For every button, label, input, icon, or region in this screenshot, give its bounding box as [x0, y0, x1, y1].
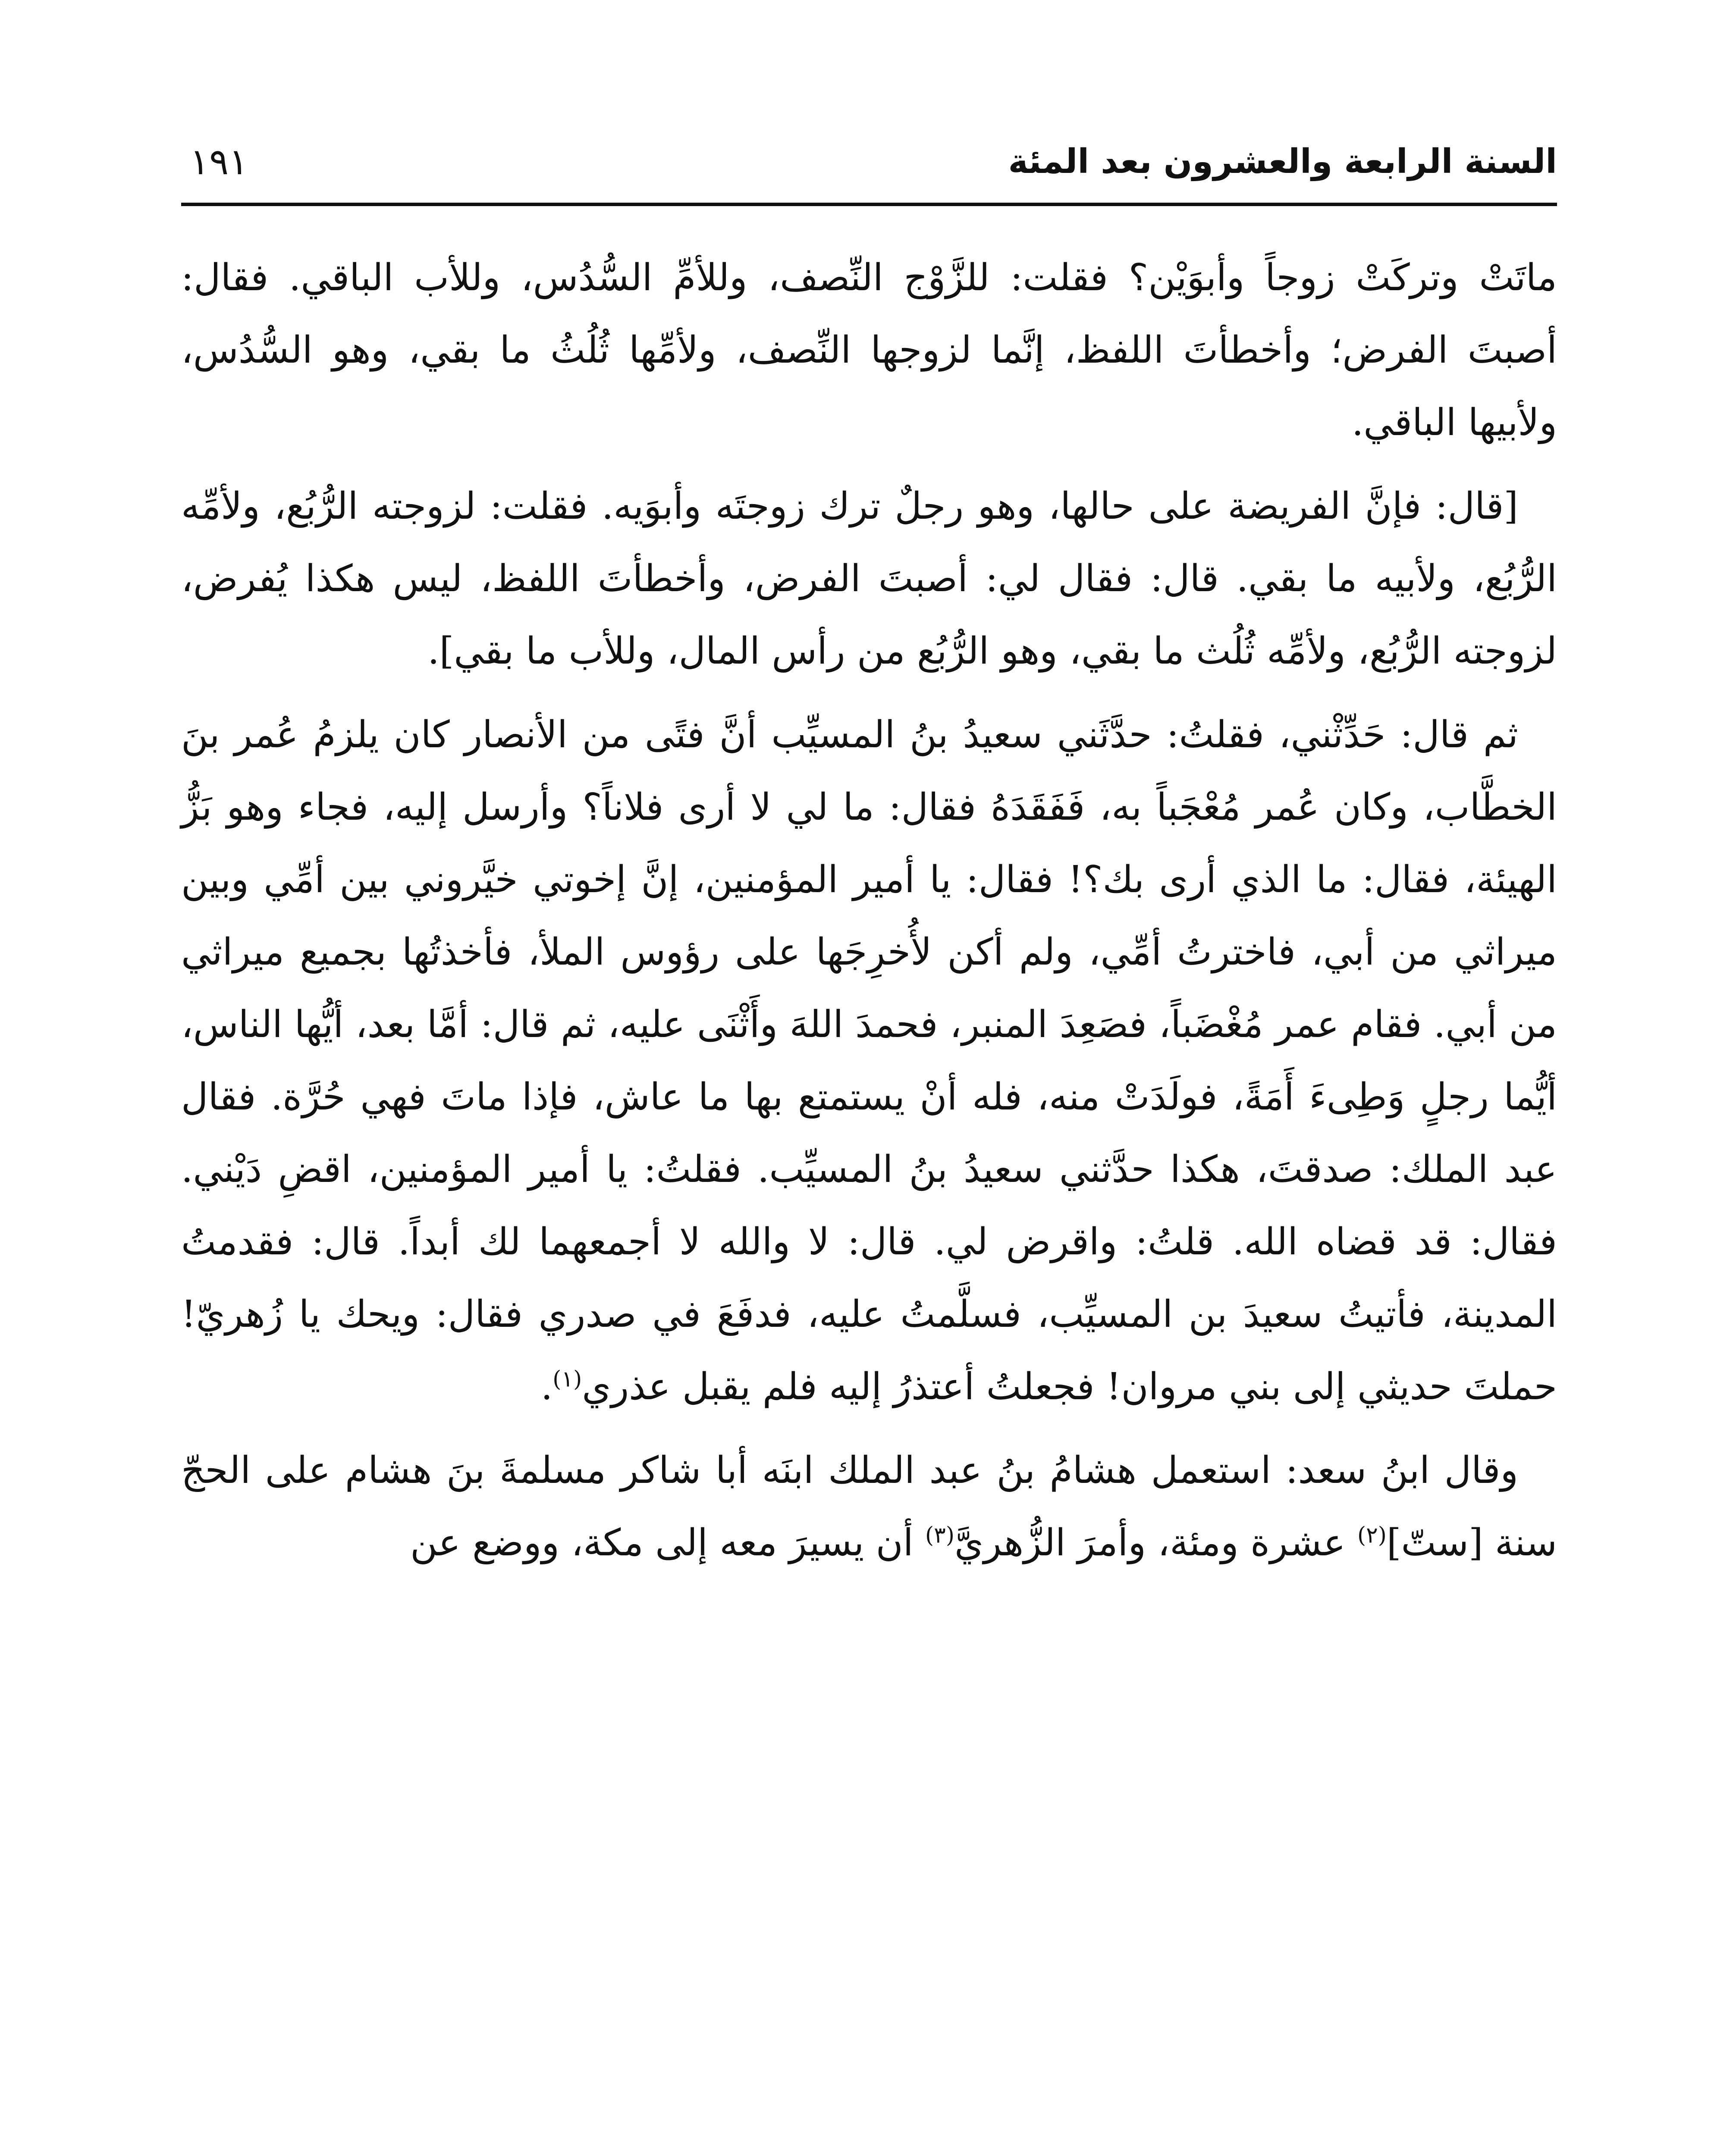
main-text — [181, 241, 1557, 1590]
paragraph-4-part-c: أن يسيرَ معه إلى مكة، ووضع عن — [410, 1521, 926, 1564]
footnote-ref-1: (١) — [553, 1366, 582, 1392]
paragraph-4-part-b: عشرة ومئة، وأمرَ الزُّهريَّ — [954, 1521, 1357, 1564]
paragraph-3-text: ثم قال: حَدِّثْني، فقلتُ: حدَّثَني سعيدُ بنُ المسيِّب أنَّ فتًى من الأنصار كان يلزمُ عُمر بنَ الخطَّاب، وكان عُمر مُعْجَباً به، فَفَقَدَهُ فقال: ما لي لا أرى فلاناً؟ وأرسل إليه، فجاء وهو بَزُّ الهيئة، فقال: ما الذي أرى بك؟! فقال: يا أمير المؤمنين، إنَّ إخوتي خيَّروني بين أمِّي وبين ميراثي من أبي، فاخترتُ أمِّي، ولم أكن لأُخرِجَها على رؤوس الملأ، فأخذتُها بجميع ميراثي من أبي. فقام عمر مُغْضَباً، فصَعِدَ المنبر، فحمدَ اللهَ وأَثْنَى عليه، ثم قال: أمَّا بعد، أيُّها الناس، أيُّما رجلٍ وَطِىءَ أَمَةً، فولَدَتْ منه، فله أنْ يستمتع بها ما عاش، فإذا ماتَ فهي حُرَّة. فقال عبد الملك: صدقتَ، هكذا حدَّثني سعيدُ بنُ المسيِّب. فقلتُ: يا أمير المؤمنين، اقضِ دَيْني. فقال: قد قضاه الله. قلتُ: واقرض لي. قال: لا والله لا أجمعهما لك أبداً. قال: فقدمتُ المدينة، فأتيتُ سعيدَ بن المسيِّب، فسلَّمتُ عليه، فدفَعَ في صدري فقال: ويحك يا زُهريّ! حملتَ حديثي إلى بني مروان! فجعلتُ أعتذرُ إليه فلم يقبل عذري — [181, 713, 1557, 1408]
paragraph-1: ماتَتْ وتركَتْ زوجاً وأبوَيْن؟ فقلت: للزَّوْج النِّصف، وللأمِّ السُّدُس، وللأب الباقي. فقال: أصبتَ الفرض؛ وأخطأتَ اللفظ، إنَّما لزوجها النِّصف، ولأمِّها ثُلُثُ ما بقي، وهو السُّدُس، ولأبيها الباقي. — [181, 256, 1557, 444]
running-title: السنة الرابعة والعشرون بعد المئة — [1008, 142, 1557, 181]
paragraph-4-part-a: وقال ابنُ سعد: استعمل هشامُ بنُ عبد الملك ابنَه أبا شاكر مسلمةَ بنَ هشام على الحجّ سنة [ستّ] — [181, 1449, 1557, 1564]
paragraph-3 — [181, 699, 1557, 1423]
paragraph-4 — [181, 1434, 1557, 1579]
footnote-ref-3: (٣) — [925, 1522, 955, 1548]
header-rule — [181, 203, 1557, 206]
paragraph-3-end: . — [540, 1365, 553, 1408]
page-header — [181, 129, 1557, 198]
footnote-ref-2: (٢) — [1357, 1522, 1387, 1548]
page-number: ١٩١ — [190, 141, 248, 183]
paragraph-2: [قال: فإنَّ الفريضة على حالها، وهو رجلٌ ترك زوجتَه وأبوَيه. فقلت: لزوجته الرُّبُع، ولأمِّه الرُّبُع، ولأبيه ما بقي. قال: فقال لي: أصبتَ الفرض، وأخطأتَ اللفظ، ليس هكذا يُفرض، لزوجته الرُّبُع، ولأمِّه ثُلُث ما بقي، وهو الرُّبُع من رأس المال، وللأب ما بقي]. — [181, 485, 1557, 673]
